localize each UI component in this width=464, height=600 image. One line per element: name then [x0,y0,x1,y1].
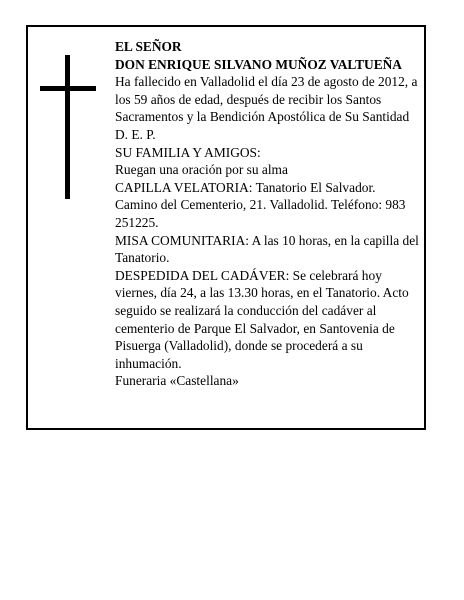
cross-vertical-bar [65,55,70,199]
funeral-home: Funeraria «Castellana» [115,373,239,389]
farewell-info: DESPEDIDA DEL CADÁVER: Se celebrará hoy viernes, día 24, a las 13.30 horas, en el Tanatorio. Acto seguido se realizará la conducción del cadáver al cementerio de Parque El Salvador, en Santovenia de Pisuerga (Valladolid), donde se procederá a su inhumación. [115,267,409,371]
rest-in-peace: D. E. P. [115,126,156,142]
cross-horizontal-bar [40,86,96,91]
obituary-notice [26,25,426,430]
mass-info: MISA COMUNITARIA: A las 10 horas, en la capilla del Tanatorio. [115,232,419,266]
death-statement: Ha fallecido en Valladolid el día 23 de agosto de 2012, a los 59 años de edad, después de recibir los Santos Sacramentos y la Bendición Apostólica de Su Santidad [115,74,418,125]
chapel-info: CAPILLA VELATORIA: Tanatorio El Salvador. Camino del Cementerio, 21. Valladolid. Teléfono: 983 251225. [115,179,406,230]
notice-title: EL SEÑOR [115,39,182,54]
prayer-request: Ruegan una oración por su alma [115,162,288,178]
cross-icon [40,55,96,199]
family-heading: SU FAMILIA Y AMIGOS: [115,144,261,160]
deceased-name: DON ENRIQUE SILVANO MUÑOZ VALTUEÑA [115,56,402,72]
notice-text [115,38,419,390]
